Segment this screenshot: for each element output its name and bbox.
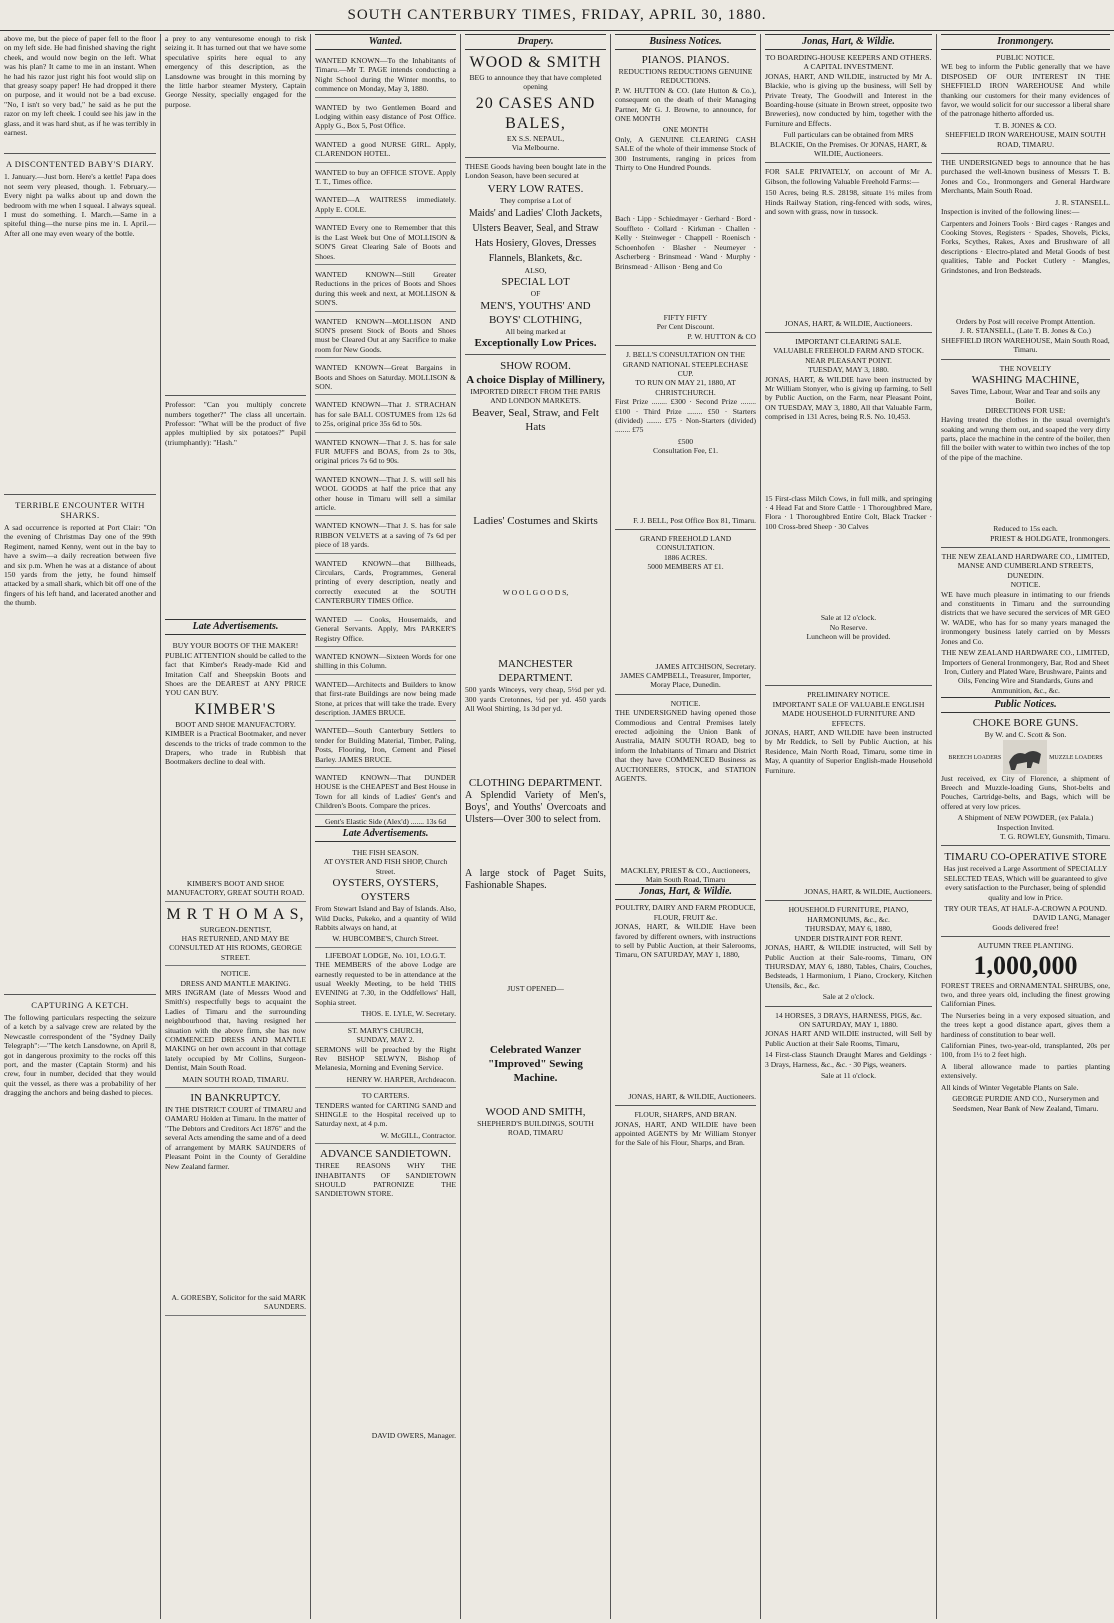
ad-title: HOUSEHOLD FURNITURE, PIANO, HARMONIUMS, &c., &c. [788,905,909,924]
ad-title: THE NEW ZEALAND HARDWARE CO., LIMITED, [941,648,1110,658]
wanted-ad: WANTED KNOWN—That J. S. will sell his WOOL GOODS at half the price that any other house in Timaru will sell a similar article. [315,472,456,517]
divider [615,529,756,530]
ad-prize-total: £500 [677,436,694,446]
ad-subtitle: Via Melbourne. [511,143,560,153]
section-header-late-ads: Late Advertisements. [315,826,456,842]
wanted-ad: WANTED a good NURSE GIRL. Apply, CLARENDON HOTEL. [315,137,456,163]
ad-body-spacer [765,424,932,494]
column-3 [310,34,460,1619]
ad-subtitle: Inspection Invited. [997,822,1054,832]
ad-signature: JONAS, HART, & WILDIE, Auctioneers. [784,318,913,328]
ad-firm-name: M R T H O M A S, [166,905,305,923]
ad-body: All kinds of Winter Vegetable Plants on Sale. [941,1082,1079,1092]
ad-body: From Stewart Island and Bay of Islands. Also, Wild Ducks, Pukeko, and a quantity of Wild Rabbits always on hand, at [315,904,456,933]
ad-signature: J. R. STANSELL, (Late T. B. Jones & Co.) SHEFFIELD IRON WAREHOUSE, Main South Road, Timaru. [941,326,1110,355]
ad-subtitle: They comprise a Lot of [499,196,572,206]
ad-subtitle: Reduced to 15s each. [993,524,1058,534]
ad-title: GRAND FREEHOLD LAND CONSULTATION. [639,534,732,553]
wanted-ad: WANTED KNOWN—To the Inhabitants of Timaru.—Mr T. PAGE intends conducting a Night School during the Winter months, to commence on Monday, May 3, 1880. [315,53,456,98]
ad-body: A liberal allowance made to parties planting extensively. [941,1061,1110,1081]
ad-bankruptcy [165,1088,306,1316]
ad-headline: Exceptionally Low Prices. [474,337,597,350]
ad-sandietown [315,1144,456,1443]
divider [765,162,932,163]
ad-signature: HENRY W. HARPER, Archdeacon. [346,1074,456,1084]
ad-dressmaking [165,966,306,1088]
ad-title: THE FISH SEASON. [352,848,419,857]
ad-body-spacer [615,962,756,1092]
ad-church [315,1023,456,1088]
ad-body: Having treated the clothes in the usual overnight's soaking and wrung them out, and soaped the very dirty parts, place the machine in the centre of the boiler, then fill the boiler with water to within two inches of the top of the pipe of the machine. [941,415,1110,462]
wanted-ad: WANTED KNOWN—Sixteen Words for one shilling in this Column. [315,649,456,675]
divider [4,994,156,995]
ad-title: J. BELL'S CONSULTATION ON THE GRAND NATIONAL STEEPLECHASE CUP. [622,350,749,378]
article-continuation-filler [4,139,156,148]
ad-subtitle: DIRECTIONS FOR USE: [985,405,1066,415]
column-5 [610,34,760,1619]
ad-subtitle: ALSO, [524,265,547,275]
ad-headline: W O O L G O O D S, [502,587,569,597]
ad-subtitle: MANSE AND CUMBERLAND STREETS, DUNEDIN. [957,561,1094,580]
ad-subtitle: Orders by Post will receive Prompt Attention. [956,316,1095,326]
ad-signature: WOOD AND SMITH, [485,1105,586,1118]
ad-title: LIFEBOAT LODGE, No. 101, I.O.G.T. [325,950,446,960]
ad-body-spacer [941,464,1110,524]
ad-subtitle: Sale at 11 o'clock. [820,1070,877,1080]
ad-subtitle: No Reserve. [829,622,868,632]
article-title-diary: A DISCONTENTED BABY'S DIARY. [5,158,155,169]
wanted-ad: WANTED to buy an OFFICE STOVE. Apply T. T., Times office. [315,165,456,191]
section-header-jhw: Jonas, Hart, & Wildie. [765,34,932,50]
ad-body: BEG to announce they that have completed opening [469,73,602,92]
ad-subtitle: ONE MONTH [662,125,709,135]
ad-signature: KIMBER'S BOOT AND SHOE MANUFACTORY, GREAT SOUTH ROAD. [166,878,305,898]
ad-body: The Nurseries being in a very exposed situation, and the trees kept a good distance apart, gives them a hardiness of constitution to bear well. [941,1010,1110,1039]
ad-signature: DAVID LANG, Manager [1032,913,1110,923]
ad-body-spacer [765,533,932,613]
ad-signature: GEORGE PURDIE AND CO., Nurserymen and Seedsmen, Near Bank of New Zealand, Timaru. [952,1094,1099,1113]
ad-headline: MANCHESTER DEPARTMENT. [498,658,573,685]
ad-body: JONAS, HART, & WILDIE have been instructed by Mr William Stonyer, who is giving up farming, to Sell by Public Auction, on the Farm, near Pleasant Point, ON TUESDAY, MAY 3, 1880, All that Valuable Farm, comprised in 131 Acres, being R.S. No. 10,453. [765,374,932,422]
ad-body: THE UNDERSIGNED having opened those Commodious and Central Premises lately erected adjoining the Union Bank of Australia, MAIN SOUTH ROAD, beg to inform the Inhabitants of Timaru and District that they have COMMENCED Business as AUCTIONEERS, STOCK, and STATION AGENTS. [615,708,756,784]
ad-signature: JAMES CAMPBELL, Treasurer, Importer, Moray Place, Dunedin. [620,671,751,690]
ad-body: THESE Goods having been bought late in the London Season, have been secured at [465,161,606,181]
ad-signature: T. B. JONES & CO. [994,120,1057,130]
ad-title: POULTRY, DAIRY AND FARM PRODUCE, FLOUR, FRUIT &c. [615,903,756,922]
article-dialog: Professor: "Can you multiply concrete numbers together?" The class all uncertain. Professor: "What will be the product of five apples multiplied by six potatoes?" Pupil (triumphantly): "Hash." [165,400,306,447]
section-header-business-notices: Business Notices. [615,34,756,50]
ad-subtitle: A Shipment of NEW POWDER, (ex Palala.) [957,813,1094,823]
ad-stock-list: 14 First-class Staunch Draught Mares and Geldings · 3 Drays, Harness, &c., &c. · 30 Pigs, weaners. [765,1050,932,1069]
divider [941,845,1110,846]
ad-subtitle: A CAPITAL INVESTMENT. [803,62,894,72]
ad-signature: JONAS, HART, & WILDIE, Auctioneers. [804,887,932,897]
ad-subtitle: By W. and C. Scott & Son. [984,730,1067,740]
ad-title: IN BANKRUPTCY. [190,1092,281,1105]
ad-headline: 1,000,000 [973,950,1078,980]
wanted-ad: WANTED KNOWN—MOLLISON AND SON'S present Stock of Boots and Shoes must be Cleared Out at any Sacrifice to make room for New Goods. [315,314,456,359]
ad-headline: MEN'S, YOUTHS' AND BOYS' CLOTHING, [480,299,591,326]
ad-headline: FIFTY FIFTY [663,312,708,322]
ad-price-line: Gent's Elastic Side (Alex'd) ....... 13s 6d [324,816,447,826]
divider [4,153,156,154]
ad-body-spacer [465,1085,606,1105]
wanted-ad: WANTED—A WAITRESS immediately. Apply E. COLE. [315,192,456,218]
ad-signature: F. J. BELL, Post Office Box 81, Timaru. [633,515,756,525]
divider [615,1105,756,1106]
ad-body: TENDERS wanted for CARTING SAND and SHINGLE to the Hospital received up to Saturday next, at 4 p.m. [315,1100,456,1129]
divider [765,332,932,333]
ad-side-label: BREECH LOADERS [948,754,1002,761]
ad-subtitle: 5000 MEMBERS AT £1. [647,562,724,572]
ad-body: JONAS, HART, AND WILDIE have been instructed by Mr Reddick, to Sell by Public Auction, at his Residence, Main North Road, Timaru, some time in May, A quantity of Superior English-made Household Furniture. [765,728,932,775]
ad-body-spacer [465,993,606,1043]
ad-signature: P. W. HUTTON & CO [687,331,756,341]
column-2 [160,34,310,1619]
divider [765,1006,932,1007]
ad-body: Just received, ex City of Florence, a shipment of Breech and Muzzle-loading Guns, Shot-belts and Pouches, Cartridge-belts, and Bags, which will be offered at very low prices. [941,773,1110,811]
ad-firm-name: KIMBER'S [194,700,277,718]
wanted-ad: WANTED—South Canterbury Settlers to tender for Building Material, Timber, Paling, Posts, Flooring, Iron, Cement and Piesel Barley. JAMES BRUCE. [315,723,456,768]
ad-body-spacer [765,641,932,681]
ad-subtitle: JUST OPENED— [507,983,564,993]
ad-subtitle: ON SATURDAY, MAY 1, 1880. [799,1019,898,1029]
ad-body: KIMBER is a Practical Bootmaker, and never descends to the tricks of trade common to the Drapers, who trade in Rubbish that Bootmakers decline to deal with. [165,729,306,767]
article-body-spacer [4,240,156,490]
ad-subtitle: NOTICE. [1010,580,1041,590]
ad-subtitle: Sale at 2 o'clock. [822,992,875,1002]
divider [615,694,756,695]
divider [941,359,1110,360]
divider [941,936,1110,937]
ad-lodge [315,948,456,1023]
ad-subtitle: IMPORTED DIRECT FROM THE PARIS AND LONDON MARKETS. [470,387,601,406]
article-body-sharks: A sad occurrence is reported at Port Clair: "On the evening of Christmas Day one of the 99th Regiment, named Kenny, went out in the bay to have a swim—a daily recreation between five and six p.m. When he was at a distance of about 150 yards from the jetty, he found himself attacked by a small shark, which bit off one of the fingers of his left hand, and lacerated another and the thumb. [4,522,156,608]
ad-signature: MAIN SOUTH ROAD, TIMARU. [182,1074,289,1084]
ad-title: TO CARTERS. [361,1091,410,1101]
divider [941,153,1110,154]
ad-body: JONAS, HART, AND WILDIE have been appointed AGENTS by Mr William Stonyer for the Sale of his Flour, Sharps, and Bran. [615,1119,756,1148]
wanted-ad: WANTED KNOWN—Still Greater Reductions in the prices of Boots and Shoes during this week and next, at MOLLISON & SON'S. [315,267,456,312]
article-continuation: above me, but the piece of paper fell to the floor on my left side. He had finished shaving the right cheek, and would now begin on the left. What was his plan? It came to me in an instant. When he had his razor just right his foot would slip on that greasy soapy paper! He had dropped it there on purpose, and it would not be a bad excuse. "No, I isn't so very bad," he said as he put the razor on my left cheek. I could see his jaw in the glass, and it was hard shut, as if he was terribly in earnest. [4,34,156,138]
ad-signature: SHEFFIELD IRON WAREHOUSE, MAIN SOUTH ROAD, TIMARU. [945,130,1106,149]
column-4 [460,34,610,1619]
article-body-ketch: The following particulars respecting the seizure of a ketch by a salvage crew are related by the Newcastle correspondent of the "Sydney Daily Telegraph":—"The ketch Lansdowne, on April 8, got in dangerous proximity to the rocks off this port, and the master (Captain Storm) and his crew, four in number, decided that they would quit the vessel, as there was a probability of her dragging the anchors and being dashed to pieces. [4,1013,156,1098]
wanted-ad: WANTED by two Gentlemen Board and Lodging within easy distance of Post Office. Apply G., Box 5, Post Office. [315,100,456,135]
ad-subtitle: EX S.S. NEPAUL, [506,133,565,143]
ad-subtitle: TRY OUR TEAS, AT HALF-A-CROWN A POUND. [944,904,1107,913]
ad-subtitle: Goods delivered free! [992,922,1059,932]
wanted-ad: WANTED KNOWN—Great Bargains in Boots and Shoes on Saturday. MOLLISON & SON. [315,360,456,395]
wanted-ad: WANTED — Cooks, Housemaids, and General Servants. Apply, Mrs PARKER'S Registry Office. [315,612,456,647]
divider [465,354,606,355]
ad-title: THE NEW ZEALAND HARDWARE CO., LIMITED, [941,552,1110,562]
ad-title: ST. MARY'S CHURCH, [347,1025,424,1035]
ad-title: BUY YOUR BOOTS OF THE MAKER! [172,641,299,651]
ad-body-spacer [465,528,606,588]
ad-body-spacer [765,219,932,319]
divider [765,900,932,901]
ad-body-spacer [465,434,606,514]
ad-carters [315,1088,456,1144]
ad-kimber [165,638,306,901]
ad-signature: W. HUBCOMBE'S, Church Street. [332,934,439,944]
ad-body: A Splendid Variety of Men's, Boys', and Youths' Overcoats and Ulsters—Over 300 to select from. [465,789,606,825]
ad-firm-name: WOOD & SMITH [469,54,602,71]
ad-body: FOR SALE PRIVATELY, on account of Mr A. Gibson, the following Valuable Freehold Farms:— [765,167,932,186]
ad-headline: CHOKE BORE GUNS. [972,717,1079,730]
ad-body: Importers of General Ironmongery, Bar, Rod and Sheet Iron, Cutlery and Plated Ware, Brushware, Paints and Oils, Fencing Wire and Standards, Guns and Ammunition, &c., &c. [941,657,1110,695]
ad-body-spacer [615,572,756,662]
ad-body: JONAS HART AND WILDIE instructed, will Sell by Public Auction at their Sale Rooms, Timaru, [765,1029,932,1048]
section-header-public-notices: Public Notices. [941,697,1110,713]
ad-subtitle: Luncheon will be provided. [806,632,891,641]
section-header-wanted: Wanted. [315,34,456,50]
ad-body-spacer [615,786,756,866]
ad-title: NOTICE. [220,969,251,979]
ad-subtitle: Per Cent Discount. [656,322,715,332]
ad-body: THE MEMBERS of the above Lodge are earnestly requested to be in attendance at the usual Weekly Meeting, to be held THIS EVENING at 7.30, in the Oddfellows' Hall, Sophia street. [315,960,456,1007]
ad-subtitle: OF [530,289,541,299]
wanted-ad: WANTED KNOWN—that Billheads, Circulars, Cards, Programmes, General printing of every description, neatly and correctly executed at the SOUTH CANTERBURY TIMES Office. [315,556,456,610]
ad-body: JONAS, HART, & WILDIE Have been favored by different owners, with instructions to sell by Public Auction, at their Salerooms, Timaru, ON SATURDAY, MAY 1, 1880, [615,922,756,960]
ad-signature: JAMES AITCHISON, Secretary. [655,661,756,671]
ad-subtitle: UNDER DISTRAINT FOR RENT. [794,933,903,943]
ad-subtitle: IMPORTANT SALE OF VALUABLE ENGLISH MADE HOUSEHOLD FURNITURE AND EFFECTS. [772,699,925,728]
ad-title: ADVANCE SANDIETOWN. [320,1148,451,1161]
ad-body-spacer [615,273,756,313]
article-title-ketch: CAPTURING A KETCH. [31,999,129,1010]
ad-body: JONAS, HART, AND WILDIE, instructed by Mr A. Blackie, who is giving up the business, will Sell by Private Treaty, The Goodwill and Interest in the Boarding-house (situate in Brown street, opposite two Breweries), now conducted by him, together with the Furniture and Effects. [765,71,932,128]
ad-title: IMPORTANT CLEARING SALE. [795,336,902,346]
divider [941,547,1110,548]
column-6 [760,34,936,1619]
ad-title: PUBLIC NOTICE. [996,53,1055,62]
section-header-late-ads: Late Advertisements. [165,619,306,635]
ad-subtitle: Saves Time, Labour, Wear and Tear and soils any Boiler. [950,386,1101,406]
ad-body-spacer [165,769,306,879]
article-body-diary: 1. January.—Just born. Here's a kettle! Papa does not seem very pleased, though. 1. February.—Every night pa walks about up and down the bedroom with me when I squeal. I always squeal. I must do something. I. March.—Same in a spiteful thing—the nurse pins me in. I. April.—After all one may even weary of the bottle. [4,172,156,238]
ad-subtitle: VALUABLE FREEHOLD FARM AND STOCK. [773,346,924,356]
article-body-spacer [4,610,156,990]
ad-subtitle: AT OYSTER AND FISH SHOP, Church Street. [323,857,448,876]
ad-body: WE have much pleasure in intimating to our friends and constituents in Timaru and the surrounding districts that we have secured the services of MR GEO W. WADE, who has for so many years managed the ironmongery business lately carried on by Messrs Jones and Co. [941,589,1110,646]
divider [465,157,606,158]
ad-body: Only, A GENUINE CLEARING CASH SALE of the whole of their immense Stock of 300 Instruments, ranging in prices from Thirty to One Hundred Pounds. [615,134,756,173]
ad-dentist [165,902,306,967]
ad-prize-list: First Prize ........ £300 · Second Prize ........ £100 · Third Prize ........ £50 · Starters (divided) ........ £75 · Non-Starters (divided) ........ £75 [615,397,756,435]
ad-body-spacer [465,716,606,776]
ad-headline: Celebrated Wanzer "Improved" Sewing Machine. [488,1043,583,1084]
divider [615,345,756,346]
ad-subtitle: REDUCTIONS REDUCTIONS GENUINE REDUCTIONS. [618,67,753,86]
ad-signature: A. GORESBY, Solicitor for the said MARK SAUNDERS. [171,1292,306,1312]
wanted-ad: WANTED KNOWN—That J. S. has for sale FUR MUFFS and BOAS, from 2s to 30s, original prices 7s 6d to 90s. [315,435,456,470]
ad-body: IN THE DISTRICT COURT of TIMARU and OAMARU Holden at Timaru. In the matter of "The Debtors and Creditors Act 1876" and the several Acts amending the same and of a deed of arrangement by MARK SAUNDERS of Pleasant Point in the County of Geraldine New Zealand farmer. [165,1105,306,1171]
article-continuation: a prey to any venturesome enough to risk seizing it. It has turned out that we have some speculative spirits here equal to any emergency of this description, as the Lansdowne was brought in this morning by the little harbor steamer Mystery, Captain George Nessity, specially engaged for the purpose. [165,34,306,109]
ad-headline: TIMARU CO-OPERATIVE STORE [944,851,1107,864]
ad-signature: MACKLEY, PRIEST & CO., Auctioneers, Main South Road, Timaru [620,865,751,884]
ad-title: THE NOVELTY [999,363,1052,373]
ad-headline: CLOTHING DEPARTMENT. [468,776,603,789]
ad-fish-shop [315,845,456,948]
ad-title: AUTUMN TREE PLANTING. [977,941,1074,951]
ad-subtitle: THURSDAY, MAY 6, 1880, [805,924,892,934]
ad-signature: PRIEST & HOLDGATE, Ironmongers. [990,533,1110,543]
ad-body: MRS INGRAM (late of Messrs Wood and Smith's) respectfully begs to acquaint the Ladies of Timaru and the surrounding neighbourhood that, having resigned her situation with the above firm, she has now COMMENCED DRESS AND MANTLE MAKING on her own account in that cottage lately occupied by Mr Collins, Surgeon-Dentist, Main South Road. [165,988,306,1073]
ad-title: 14 HORSES, 3 DRAYS, HARNESS, PIGS, &c. [775,1010,922,1020]
ad-headline: PIANOS. PIANOS. [641,54,730,66]
ad-headline: Beaver, Seal, Straw, and Felt Hats [472,406,599,433]
ad-body-spacer [165,1173,306,1293]
ad-maker-list: Bach · Lipp · Schiedmayer · Gerhard · Bord · Souffleto · Collard · Kirkman · Challen · Kelly · Steinweger · Chappell · Roenisch · Schoenhofen · Blasher · Neumeyer · Ascherberg · Brinsmead · Wand · Murphy · Brinsmead · Allison · Beng and Co [615,214,756,271]
article-title-sharks: TERRIBLE ENCOUNTER WITH SHARKS. [15,500,145,520]
wanted-ad: WANTED KNOWN—That J. S. has for sale RIBBON VELVETS at a saving of 7s 6d per piece of 18 yards. [315,518,456,553]
ad-body: Has just received a Large Assortment of SPECIALLY SELECTED TEAS, Which will be guaranteed to give every satisfaction to the Purchaser, being of splendid quality and low in Price. [943,864,1108,902]
ad-subtitle: TUESDAY, MAY 3, 1880. [808,365,889,375]
ad-body: THE UNDERSIGNED begs to announce that he has purchased the well-known business of Messrs T. B. Jones and Co., Ironmongers and General Hardware Merchants, Main South Road. [941,158,1110,196]
ad-item-list: Carpenters and Joiners Tools · Bird cages · Ranges and Cooking Stoves, Registers · Spades, Shovels, Picks, Forks, Scythes, Rakes, Axes and Brushware of all descriptions · Electro-plated and Metal Goods of best qualities, Table and Pocket Cutlery · Mangles, Grindstones, and Iron Bedsteads. [941,218,1110,275]
ad-body-spacer [615,174,756,214]
ad-headline: Ladies' Costumes and Skirts [473,514,598,527]
ad-title: TO BOARDING-HOUSE KEEPERS AND OTHERS. [765,53,932,62]
wanted-ad: WANTED Every one to Remember that this is the Last Week but One of MOLLISON & SON'S Great Clearing Sale of Boots and Shoes. [315,220,456,265]
ad-body-spacer [465,828,606,868]
article-body-spacer [165,111,306,391]
ad-body: HAS RETURNED, AND MAY BE CONSULTED AT HIS ROOMS, GEORGE STREET. [169,933,302,962]
ad-subtitle: SUNDAY, MAY 2. [356,1035,415,1045]
divider [4,494,156,495]
ad-body-spacer [465,894,606,984]
ad-body-spacer [315,1201,456,1431]
ad-body: THREE REASONS WHY THE INHABITANTS OF SANDIETOWN SHOULD PATRONIZE THE SANDIETOWN STORE. [315,1161,456,1199]
ad-guns-image-row [941,740,1110,774]
divider [765,685,932,686]
ad-body: 150 Acres, being R.S. 28198, situate 1½ miles from Hinds Railway Station, ring-fenced with sods, wires, and sown with grass, now in tussock. [765,188,932,217]
ad-body: Inspection is invited of the following lines:— [941,207,1080,217]
ad-signature: THOS. E. LYLE, W. Secretary. [361,1009,456,1019]
section-header-jhw: Jonas, Hart, & Wildie. [615,884,756,900]
ad-body: P. W. HUTTON & CO. (late Hutton & Co.), consequent on the death of their Managing Partner, Mr G. J. Browne, to announce, for ONE MONTH [615,85,756,124]
ad-body: 500 yards Winceys, very cheap, 5½d per yd. 300 yards Cretonnes, ½d per yd. 450 yards All Wool Shirting, 1s 3d per yd. [465,685,606,714]
ad-title: NOTICE. [670,698,701,708]
ad-signature: JONAS, HART, & WILDIE, Auctioneers. [628,1091,756,1101]
ad-subtitle: NEAR PLEASANT POINT. [805,355,892,365]
ad-signature-sub: SHEPHERD'S BUILDINGS, SOUTH ROAD, TIMARU [477,1118,594,1138]
column-1 [0,34,160,1619]
ad-body: SERMONS will be preached by the Right Rev BISHOP SELWYN, Bishop of Melanesia, Morning and Evening Service. [315,1044,456,1073]
ad-headline: VERY LOW RATES. [487,183,584,196]
ad-subtitle: TO RUN ON MAY 21, 1880, AT CHRISTCHURCH. [635,378,736,397]
ad-headline: 20 CASES AND BALES, [475,94,596,132]
ad-subtitle: All being marked at [505,326,566,336]
wanted-ad: WANTED KNOWN—That DUNDER HOUSE is the CHEAPEST and Best House in Town for all kinds of Ladies' Gent's and Children's Boots. Compare the prices. [315,770,456,815]
ad-headline: SPECIAL LOT [501,276,570,289]
ad-body-spacer [941,277,1110,317]
ad-stock-list: 15 First-class Milch Cows, in full milk, and springing · 4 Head Fat and Store Cattle · 1 Thoroughbred Mare, Flora · 1 Thoroughbred Entire Colt, Black Tracker · 100 Cross-bred Sheep · 30 Calves [765,493,932,531]
ad-headline: SHOW ROOM. [500,360,571,373]
ad-subtitle: Consultation Fee, £1. [653,446,718,456]
ad-subtitle: SURGEON-DENTIST, [199,924,272,934]
ad-body: PUBLIC ATTENTION should be called to the fact that Kimber's Ready-made Kid and Imitation Calf and Sheepskin Boots and Shoes are the DEAREST at ANY PRICE YOU CAN BUY. [165,650,306,698]
ad-subtitle: BOOT AND SHOE MANUFACTORY. [175,719,296,729]
column-7 [936,34,1114,1619]
wanted-ad: WANTED KNOWN—That J. STRACHAN has for sale BALL COSTUMES from 12s 6d to 25s, original price 35s 6d to 50s. [315,397,456,432]
ad-body: JONAS, HART, & WILDIE instructed, will Sell by Public Auction at their Sale-rooms, Timaru, ON THURSDAY, MAY 6, 1880, Tables, Chairs, Couches, Bedsteads, 1 Harmonium, 1 Piano, Crockery, Kitchen Utensils, &c., &c. [765,943,932,990]
ad-signature: DAVID OWERS, Manager. [371,1430,456,1440]
ad-title: FLOUR, SHARPS, AND BRAN. [634,1110,737,1120]
ad-side-label: MUZZLE LOADERS [1049,754,1103,761]
ad-body: Californian Pines, two-year-old, transplanted, 20s per 100, from 1½ to 2 feet high. [941,1041,1110,1060]
ad-signature: W. McGILL, Contractor. [380,1130,456,1140]
ad-title: PRELIMINARY NOTICE. [807,690,890,700]
ad-headline: A choice Display of Millinery, [466,374,605,387]
divider [165,395,306,396]
ad-item-list: Maids' and Ladies' Cloth Jackets, Ulsters Beaver, Seal, and Straw Hats Hosiery, Gloves, Dresses Flannels, Blankets, &c. [468,207,603,264]
ad-headline: OYSTERS, OYSTERS, OYSTERS [332,877,439,904]
ad-signature: J. R. STANSELL. [1055,197,1110,207]
ad-body: WE beg to inform the Public generally that we have DISPOSED OF OUR INTEREST IN THE SHEFFIELD IRON WAREHOUSE And while thanking our customers for their many evidences of favor, we would solicit for our successor a liberal share of the patronage hitherto afforded us. [941,62,1110,119]
wanted-ad: WANTED—Architects and Builders to know that first-rate Buildings are now being made Stone, at prices that will take the trade. Every description. JAMES BRUCE. [315,677,456,722]
ad-body-spacer [765,777,932,887]
section-header-ironmongery: Ironmongery. [941,34,1110,50]
ad-subtitle: DRESS AND MANTLE MAKING. [180,978,291,988]
section-header-drapery: Drapery. [465,34,606,50]
hunting-dog-icon [1003,740,1047,774]
ad-body-spacer [465,597,606,657]
ad-body: A large stock of Paget Suits, Fashionable Shapes. [465,867,606,891]
ad-body-spacer [615,456,756,516]
ad-signature: T. G. ROWLEY, Gunsmith, Timaru. [999,831,1110,841]
wanted-ads-list [315,53,456,815]
ad-subtitle: 1886 ACRES. [663,552,708,562]
article-body-spacer [165,449,306,619]
ad-body: FOREST TREES and ORNAMENTAL SHRUBS, one, two, and three years old, including the finest growing Californian Pines. [941,980,1110,1009]
masthead: SOUTH CANTERBURY TIMES, FRIDAY, APRIL 30, 1880. [0,0,1114,31]
ad-subtitle: Sale at 12 o'clock. [820,613,877,623]
ad-signature: Full particulars can be obtained from MRS BLACKIE, On the Premises. Or JONAS, HART, & WILDIE, Auctioneers. [770,130,927,159]
ad-headline: WASHING MACHINE, [971,373,1080,386]
